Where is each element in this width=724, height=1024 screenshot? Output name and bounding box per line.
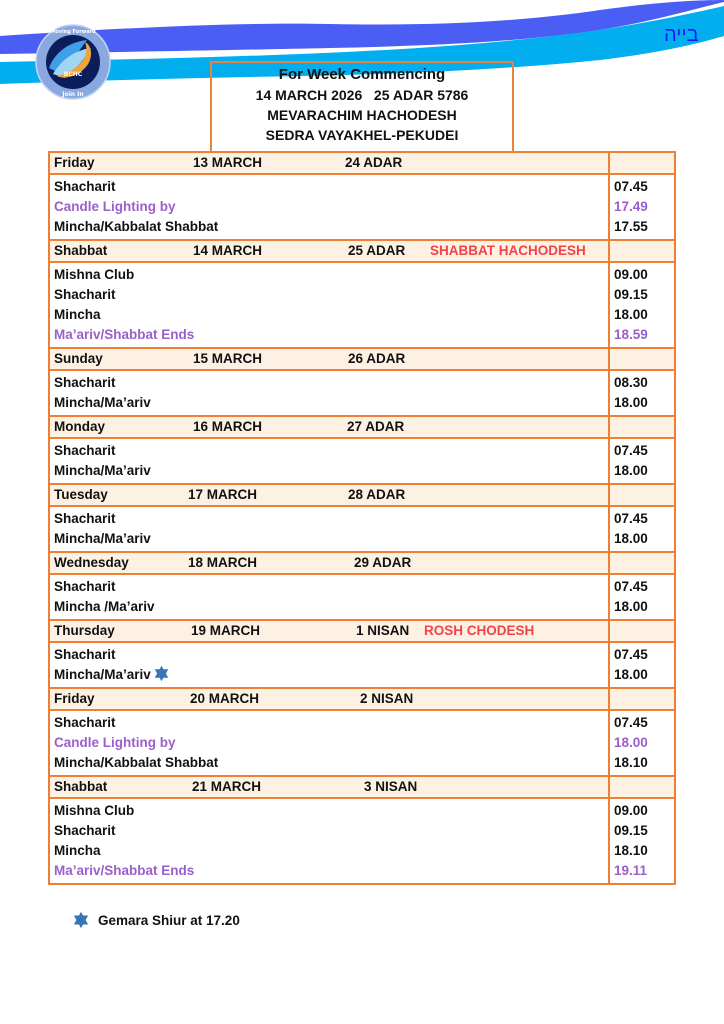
service-time: 08.30: [614, 375, 648, 390]
service-label: Mincha/Ma’ariv: [54, 463, 151, 478]
service-label: Candle Lighting by: [54, 735, 176, 750]
time-header-cell: [610, 553, 674, 573]
time-header-cell: [610, 349, 674, 369]
day-header-cell: [50, 553, 610, 573]
day-services-row: [50, 439, 674, 485]
services-cell: [50, 643, 610, 687]
time-header-cell: [610, 485, 674, 505]
time-header-cell: [610, 689, 674, 709]
service-time: 09.00: [614, 267, 648, 282]
service-name: [54, 733, 608, 753]
logo-text-mid: BCHC: [63, 71, 83, 78]
civil-date: 17 MARCH: [188, 487, 258, 502]
service-label: Mishna Club: [54, 803, 135, 818]
service-name: [54, 461, 608, 481]
day-note: SHABBAT HACHODESH: [430, 243, 586, 258]
service-name: [54, 645, 608, 665]
service-label: Shacharit: [54, 179, 116, 194]
civil-date: 15 MARCH: [193, 351, 263, 366]
hebrew-mark: בייה: [664, 24, 699, 46]
day-header-cell: [50, 417, 610, 437]
day-name: Thursday: [54, 623, 115, 638]
day-header-row: [50, 241, 674, 263]
title-line: MEVARACHIM HACHODESH: [267, 107, 457, 123]
service-time: 18.59: [614, 327, 648, 342]
service-label: Mincha/Kabbalat Shabbat: [54, 219, 219, 234]
services-cell: [50, 175, 610, 239]
star-of-david-icon: [72, 911, 90, 929]
service-label: Ma’ariv/Shabbat Ends: [54, 863, 195, 878]
title-line: SEDRA VAYAKHEL-PEKUDEI: [265, 127, 459, 143]
times-cell: [610, 175, 674, 239]
service-label: Shacharit: [54, 443, 116, 458]
time-header-cell: [610, 417, 674, 437]
day-header-row: [50, 417, 674, 439]
day-header-row: [50, 485, 674, 507]
service-name: [54, 441, 608, 461]
service-time: 18.10: [614, 843, 648, 858]
service-label: Mincha: [54, 307, 101, 322]
service-time: 07.45: [614, 715, 648, 730]
service-name: [54, 393, 608, 413]
day-header-row: [50, 349, 674, 371]
service-label: Shacharit: [54, 823, 116, 838]
times-cell: [610, 439, 674, 483]
service-name: [54, 753, 608, 773]
day-header-cell: [50, 777, 610, 797]
title-line: For Week Commencing: [278, 66, 446, 83]
service-name: [54, 373, 608, 393]
service-name: [54, 177, 608, 197]
service-name: [54, 597, 608, 617]
bchc-logo: [35, 24, 111, 100]
day-name: Tuesday: [54, 487, 108, 502]
schedule-table: [48, 151, 676, 885]
times-cell: [610, 263, 674, 347]
services-cell: [50, 371, 610, 415]
service-name: [54, 285, 608, 305]
hebrew-date: 27 ADAR: [347, 419, 405, 434]
service-label: Shacharit: [54, 375, 116, 390]
service-name: [54, 821, 608, 841]
civil-date: 16 MARCH: [193, 419, 263, 434]
day-header-row: [50, 689, 674, 711]
hebrew-date: 3 NISAN: [364, 779, 418, 794]
hebrew-date: 29 ADAR: [354, 555, 412, 570]
footnote-text: Gemara Shiur at 17.20: [98, 912, 240, 928]
times-cell: [610, 711, 674, 775]
logo-text-bottom: Join In: [62, 91, 84, 98]
service-name: [54, 305, 608, 325]
service-label: Mincha/Ma’ariv: [54, 531, 151, 546]
civil-date: 13 MARCH: [193, 155, 263, 170]
service-time: 18.10: [614, 755, 648, 770]
service-time: 17.49: [614, 199, 648, 214]
day-name: Friday: [54, 155, 95, 170]
service-name: [54, 325, 608, 345]
service-time: 07.45: [614, 647, 648, 662]
star-of-david-icon: [153, 665, 170, 682]
service-time: 18.00: [614, 667, 648, 682]
service-time: 07.45: [614, 179, 648, 194]
day-services-row: [50, 575, 674, 621]
service-time: 18.00: [614, 735, 648, 750]
service-name: [54, 801, 608, 821]
logo-text-top: Moving Forward: [50, 29, 96, 35]
service-name: [54, 217, 608, 237]
day-services-row: [50, 711, 674, 777]
day-name: Sunday: [54, 351, 103, 366]
service-label: Shacharit: [54, 715, 116, 730]
service-name: [54, 265, 608, 285]
services-cell: [50, 575, 610, 619]
service-name: [54, 197, 608, 217]
day-name: Friday: [54, 691, 95, 706]
times-cell: [610, 507, 674, 551]
service-time: 18.00: [614, 307, 648, 322]
footnote: [72, 911, 240, 929]
service-label: Mincha/Ma’ariv: [54, 395, 151, 410]
civil-date: 21 MARCH: [192, 779, 262, 794]
service-time: 18.00: [614, 599, 648, 614]
services-cell: [50, 439, 610, 483]
day-services-row: [50, 799, 674, 883]
service-time: 18.00: [614, 531, 648, 546]
services-cell: [50, 263, 610, 347]
service-time: 18.00: [614, 463, 648, 478]
day-services-row: [50, 643, 674, 689]
hebrew-date: 24 ADAR: [345, 155, 403, 170]
service-time: 07.45: [614, 511, 648, 526]
hebrew-date: 2 NISAN: [360, 691, 414, 706]
service-time: 19.11: [614, 863, 648, 878]
day-header-row: [50, 621, 674, 643]
day-header-cell: [50, 485, 610, 505]
time-header-cell: [610, 241, 674, 261]
service-label: Mincha /Ma’ariv: [54, 599, 155, 614]
civil-date: 20 MARCH: [190, 691, 260, 706]
day-services-row: [50, 263, 674, 349]
times-cell: [610, 643, 674, 687]
service-label: Candle Lighting by: [54, 199, 176, 214]
services-cell: [50, 799, 610, 883]
time-header-cell: [610, 777, 674, 797]
times-cell: [610, 575, 674, 619]
day-services-row: [50, 371, 674, 417]
service-label: Mincha/Ma’ariv: [54, 667, 151, 682]
time-header-cell: [610, 621, 674, 641]
service-name: [54, 509, 608, 529]
week-title-box: [210, 61, 514, 151]
day-header-row: [50, 153, 674, 175]
service-time: 09.00: [614, 803, 648, 818]
times-cell: [610, 799, 674, 883]
service-label: Mishna Club: [54, 267, 135, 282]
day-name: Wednesday: [54, 555, 129, 570]
day-header-cell: [50, 349, 610, 369]
service-name: [54, 841, 608, 861]
day-services-row: [50, 175, 674, 241]
service-time: 09.15: [614, 823, 648, 838]
day-name: Shabbat: [54, 779, 108, 794]
service-name: [54, 665, 608, 685]
civil-date: 14 MARCH: [193, 243, 263, 258]
services-cell: [50, 711, 610, 775]
day-services-row: [50, 507, 674, 553]
day-name: Monday: [54, 419, 106, 434]
hebrew-date: 1 NISAN: [356, 623, 410, 638]
service-name: [54, 713, 608, 733]
service-name: [54, 577, 608, 597]
service-label: Mincha: [54, 843, 101, 858]
times-cell: [610, 371, 674, 415]
day-note: ROSH CHODESH: [424, 623, 535, 638]
service-time: 07.45: [614, 579, 648, 594]
service-time: 18.00: [614, 395, 648, 410]
service-label: Shacharit: [54, 287, 116, 302]
services-cell: [50, 507, 610, 551]
hebrew-date: 28 ADAR: [348, 487, 406, 502]
service-label: Mincha/Kabbalat Shabbat: [54, 755, 219, 770]
service-time: 07.45: [614, 443, 648, 458]
title-line: 14 MARCH 2026 25 ADAR 5786: [255, 87, 469, 103]
service-name: [54, 861, 608, 881]
civil-date: 18 MARCH: [188, 555, 258, 570]
service-label: Shacharit: [54, 647, 116, 662]
civil-date: 19 MARCH: [191, 623, 261, 638]
day-header-cell: [50, 621, 610, 641]
service-name: [54, 529, 608, 549]
day-header-cell: [50, 241, 610, 261]
hebrew-date: 26 ADAR: [348, 351, 406, 366]
day-name: Shabbat: [54, 243, 108, 258]
day-header-cell: [50, 153, 610, 173]
day-header-row: [50, 777, 674, 799]
service-time: 09.15: [614, 287, 648, 302]
day-header-row: [50, 553, 674, 575]
service-label: Shacharit: [54, 579, 116, 594]
service-time: 17.55: [614, 219, 648, 234]
service-label: Shacharit: [54, 511, 116, 526]
time-header-cell: [610, 153, 674, 173]
hebrew-date: 25 ADAR: [348, 243, 406, 258]
day-header-cell: [50, 689, 610, 709]
service-label: Ma’ariv/Shabbat Ends: [54, 327, 195, 342]
